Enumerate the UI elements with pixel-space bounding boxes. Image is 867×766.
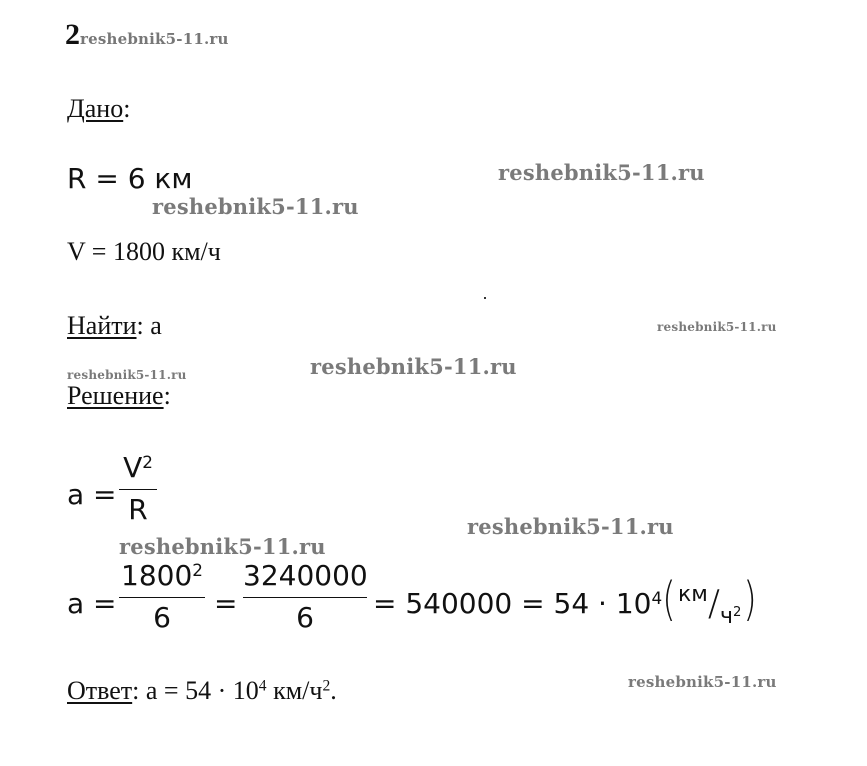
calc-fraction-2 <box>243 560 367 634</box>
calc-fraction-1-denominator: 6 <box>153 601 171 634</box>
unit-numerator: км <box>677 582 708 607</box>
find-heading <box>67 311 162 341</box>
unit-denominator: $ч^2$ <box>719 604 742 629</box>
calc-unit <box>660 572 759 629</box>
watermark: reshebnik5-11.ru <box>628 673 777 691</box>
calc-equals-1: = <box>214 587 238 620</box>
answer-label: Ответ <box>67 676 133 705</box>
given-label: Дано <box>67 94 124 123</box>
solution-label: Решение <box>67 381 164 410</box>
find-rest: : a <box>136 311 162 340</box>
formula-denominator: R <box>128 493 148 526</box>
watermark: reshebnik5-11.ru <box>119 534 326 559</box>
solution-colon: : <box>163 381 171 410</box>
calc-fraction-1-bar <box>119 597 205 598</box>
solution-heading <box>67 381 171 411</box>
given-colon: : <box>123 94 131 123</box>
formula-lhs: a = <box>67 478 117 511</box>
find-label: Найти <box>67 311 137 340</box>
problem-number <box>65 18 229 52</box>
watermark: reshebnik5-11.ru <box>152 194 359 219</box>
watermark: reshebnik5-11.ru <box>498 160 705 185</box>
calc-fraction-2-denominator: 6 <box>296 601 314 634</box>
watermark: reshebnik5-11.ru <box>657 320 777 334</box>
formula-fraction-bar <box>119 489 157 490</box>
calc-fraction-1 <box>119 560 205 634</box>
unit-close-paren: ) <box>743 572 758 626</box>
calc-lhs: a = <box>67 587 117 620</box>
formula-numerator: $V^2$ <box>123 451 153 484</box>
watermark: reshebnik5-11.ru <box>67 368 187 382</box>
given-heading <box>67 94 130 124</box>
watermark: reshebnik5-11.ru <box>467 514 674 539</box>
watermark: reshebnik5-11.ru <box>310 354 517 379</box>
stray-dot <box>484 297 486 299</box>
given-radius: R = 6 км <box>67 162 193 195</box>
calc-fraction-2-numerator: 3240000 <box>243 559 368 592</box>
unit-slash: / <box>707 583 720 624</box>
calc-result: = $540000 = 54 \cdot 10^4$ <box>373 587 663 620</box>
answer-line: Ответ: $a = 54 \cdot 10^4$ $км/ч^2$. <box>67 676 337 705</box>
calc-fraction-1-numerator: 1800$^2$ <box>121 559 203 592</box>
formula-fraction <box>119 452 157 526</box>
given-velocity: V = 1800 км/ч <box>67 237 221 266</box>
watermark-header: reshebnik5-11.ru <box>80 30 229 48</box>
unit-open-paren: ( <box>662 572 676 626</box>
problem-number-value: 2 <box>65 18 80 51</box>
calc-fraction-2-bar <box>243 597 367 598</box>
